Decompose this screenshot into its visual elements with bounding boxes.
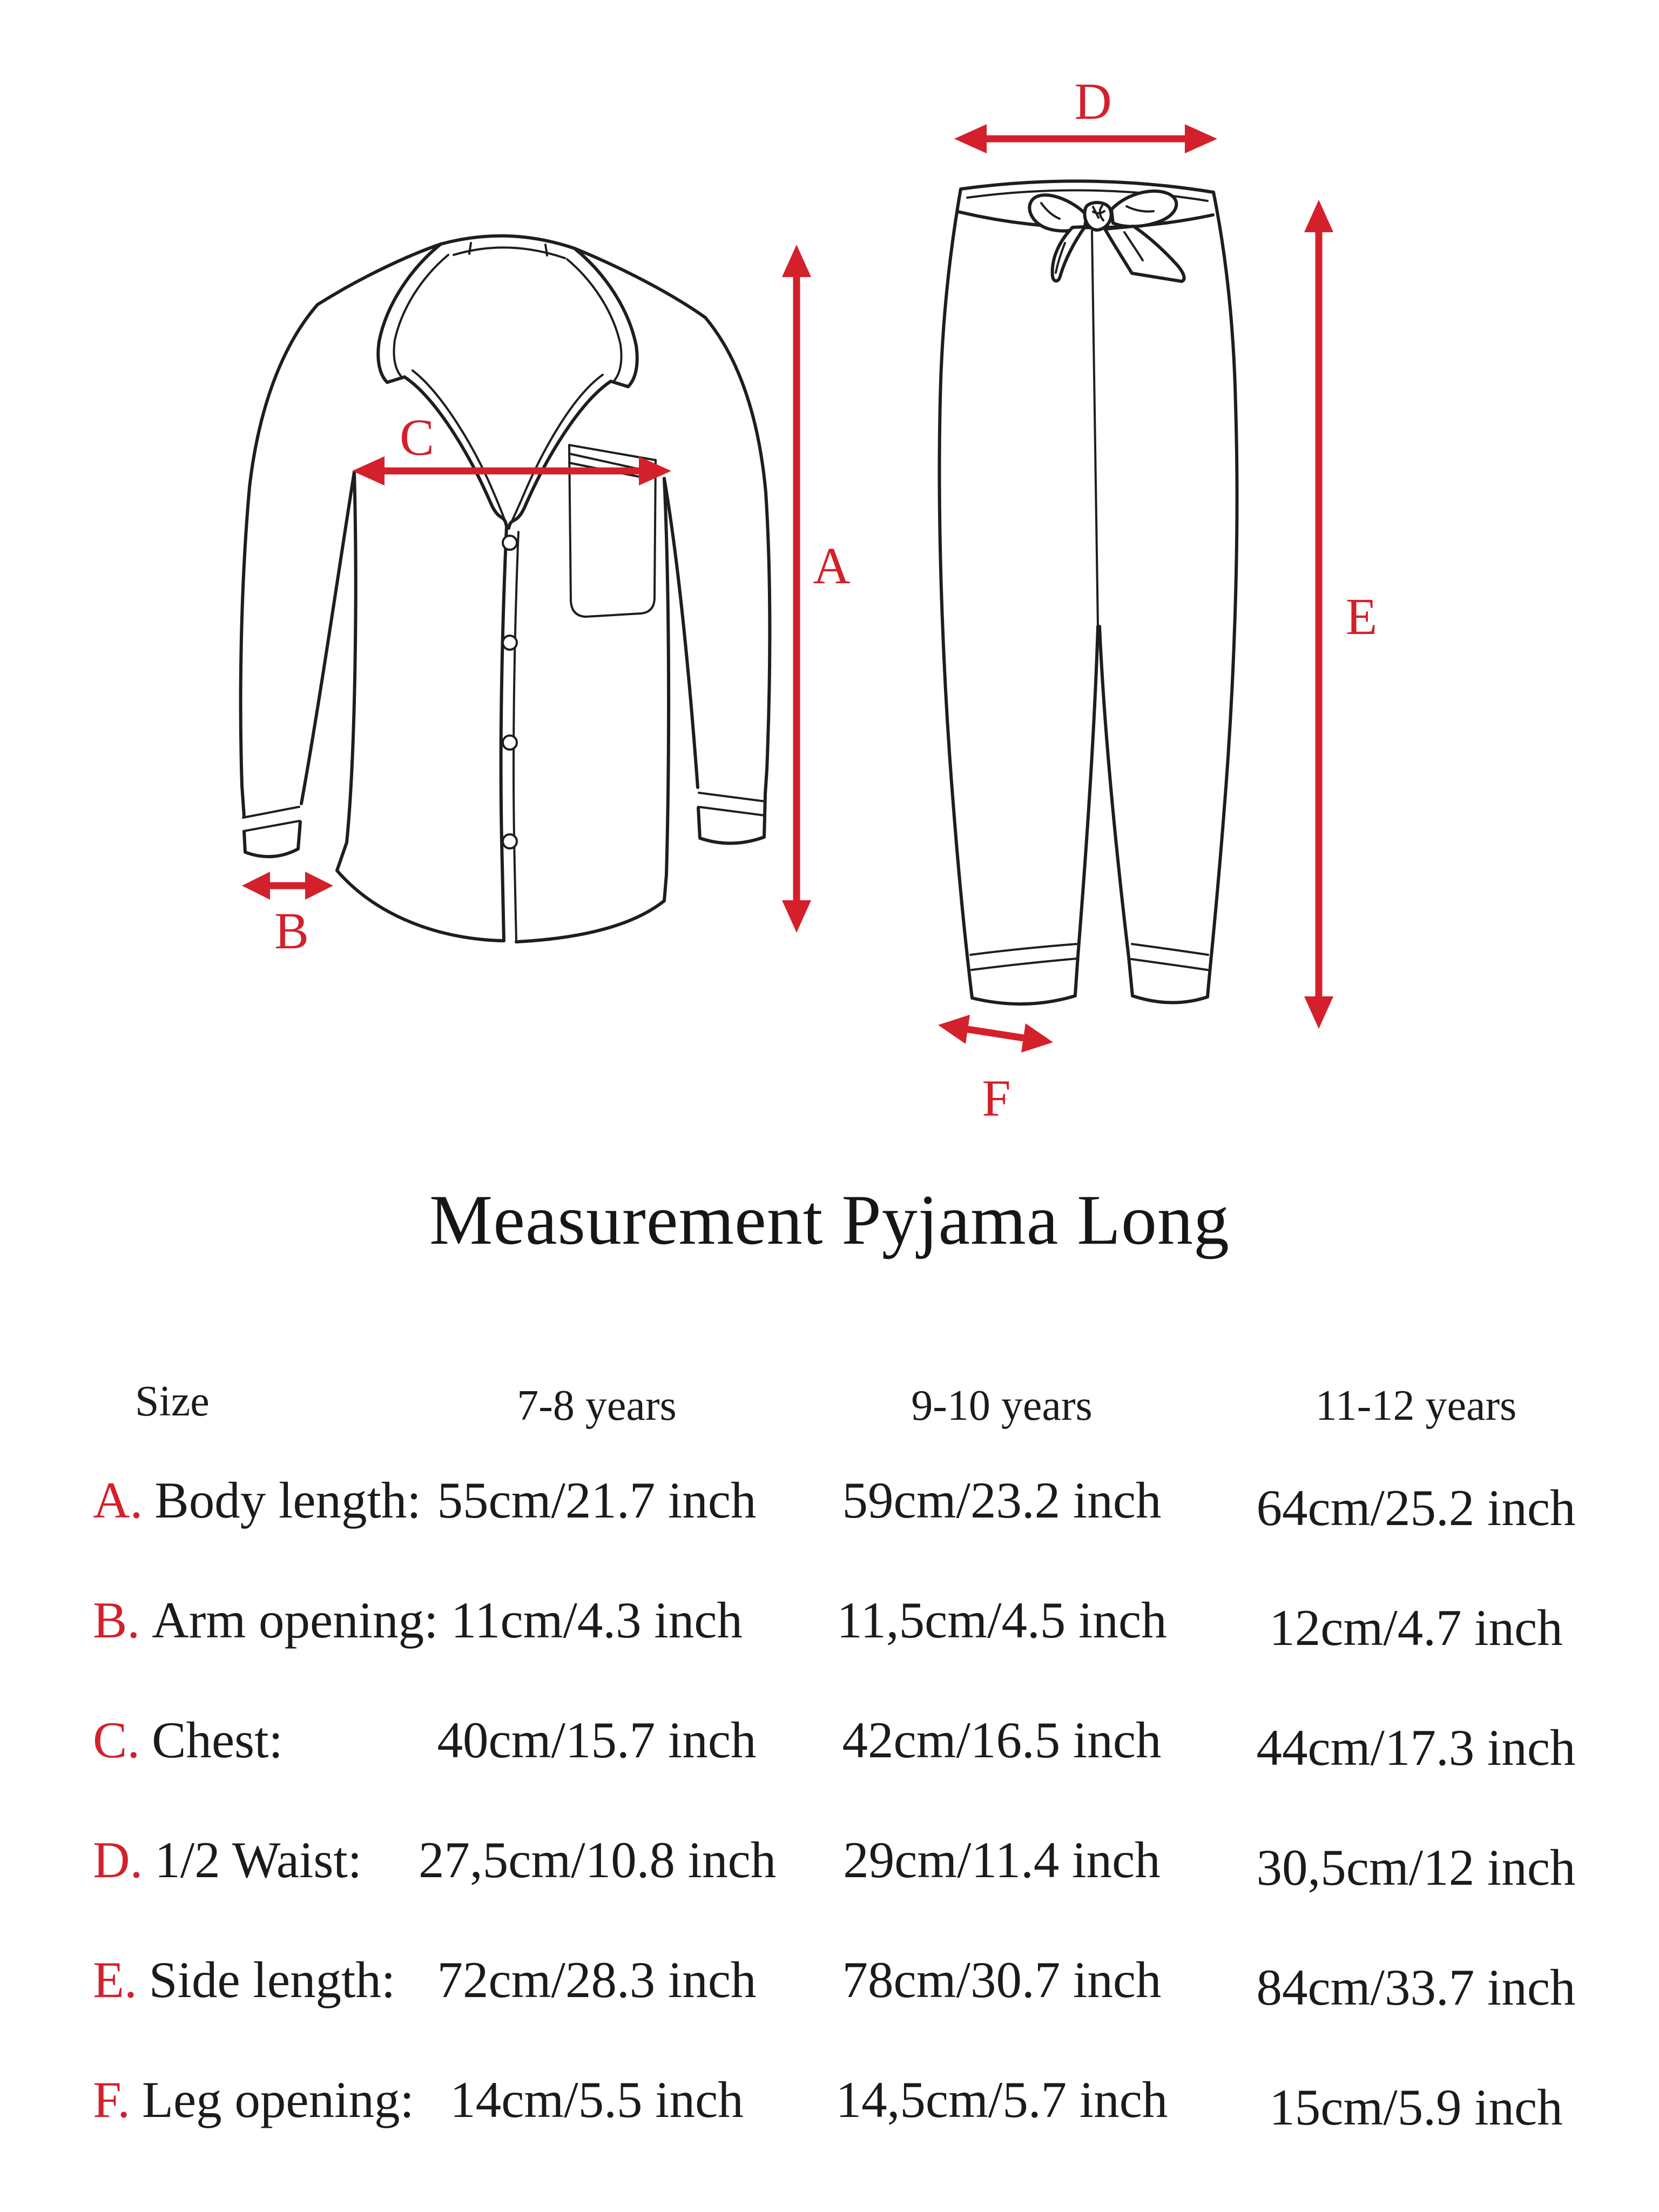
row-label	[93, 1710, 283, 1770]
measure-label-a: A	[813, 537, 851, 595]
value-cell: 78cm/30.7 inch	[842, 1951, 1162, 2008]
value-cell: 44cm/17.3 inch	[1256, 1719, 1576, 1776]
row-label	[93, 1471, 421, 1530]
value-cell: 64cm/25.2 inch	[1256, 1479, 1576, 1536]
row-letter: A.	[93, 1472, 143, 1529]
table-header	[0, 1377, 1659, 1442]
measure-label-c: C	[399, 408, 435, 466]
measure-label-b: B	[274, 902, 309, 960]
header-11-12-years: 11-12 years	[1315, 1382, 1517, 1429]
table-row-chest	[0, 1710, 1659, 1775]
row-label	[93, 1950, 395, 2009]
row-letter: C.	[93, 1711, 140, 1769]
value-cell: 72cm/28.3 inch	[437, 1951, 757, 2008]
row-letter: B.	[93, 1591, 140, 1649]
row-title: Side length:	[149, 1951, 396, 2008]
page-title: Measurement Pyjama Long	[429, 1180, 1230, 1259]
row-label	[93, 1830, 362, 1890]
row-title: Arm opening:	[152, 1591, 439, 1649]
value-cell: 84cm/33.7 inch	[1256, 1959, 1576, 2016]
value-cell: 11cm/4.3 inch	[451, 1591, 743, 1649]
value-cell: 42cm/16.5 inch	[842, 1711, 1162, 1769]
row-label	[93, 1590, 438, 1650]
row-title: 1/2 Waist:	[154, 1831, 362, 1889]
row-letter: F.	[93, 2071, 130, 2128]
measure-label-d: D	[1074, 72, 1112, 130]
header-9-10-years: 9-10 years	[911, 1382, 1092, 1429]
measure-label-f: F	[982, 1069, 1011, 1127]
measure-label-e: E	[1345, 588, 1378, 645]
value-cell: 15cm/5.9 inch	[1269, 2079, 1563, 2136]
table-row-side-length	[0, 1950, 1659, 2015]
table-row-arm-opening	[0, 1590, 1659, 1655]
value-cell: 27,5cm/10.8 inch	[419, 1831, 777, 1889]
row-letter: D.	[93, 1831, 143, 1889]
value-cell: 14cm/5.5 inch	[450, 2071, 744, 2128]
value-cell: 30,5cm/12 inch	[1256, 1839, 1576, 1896]
table-row-half-waist	[0, 1830, 1659, 1895]
header-size: Size	[135, 1378, 210, 1425]
header-7-8-years: 7-8 years	[517, 1382, 677, 1429]
table-row-body-length	[0, 1471, 1659, 1535]
value-cell: 55cm/21.7 inch	[437, 1472, 757, 1529]
table-row-leg-opening	[0, 2070, 1659, 2135]
row-label	[93, 2070, 414, 2129]
value-cell: 29cm/11.4 inch	[843, 1831, 1161, 1889]
value-cell: 12cm/4.7 inch	[1269, 1599, 1563, 1656]
value-cell: 40cm/15.7 inch	[437, 1711, 757, 1769]
row-letter: E.	[93, 1951, 137, 2008]
value-cell: 14,5cm/5.7 inch	[835, 2071, 1168, 2128]
row-title: Leg opening:	[141, 2071, 414, 2128]
value-cell: 59cm/23.2 inch	[842, 1472, 1162, 1529]
value-cell: 11,5cm/4.5 inch	[837, 1591, 1167, 1649]
row-title: Body length:	[154, 1472, 421, 1529]
row-title: Chest:	[152, 1711, 283, 1769]
